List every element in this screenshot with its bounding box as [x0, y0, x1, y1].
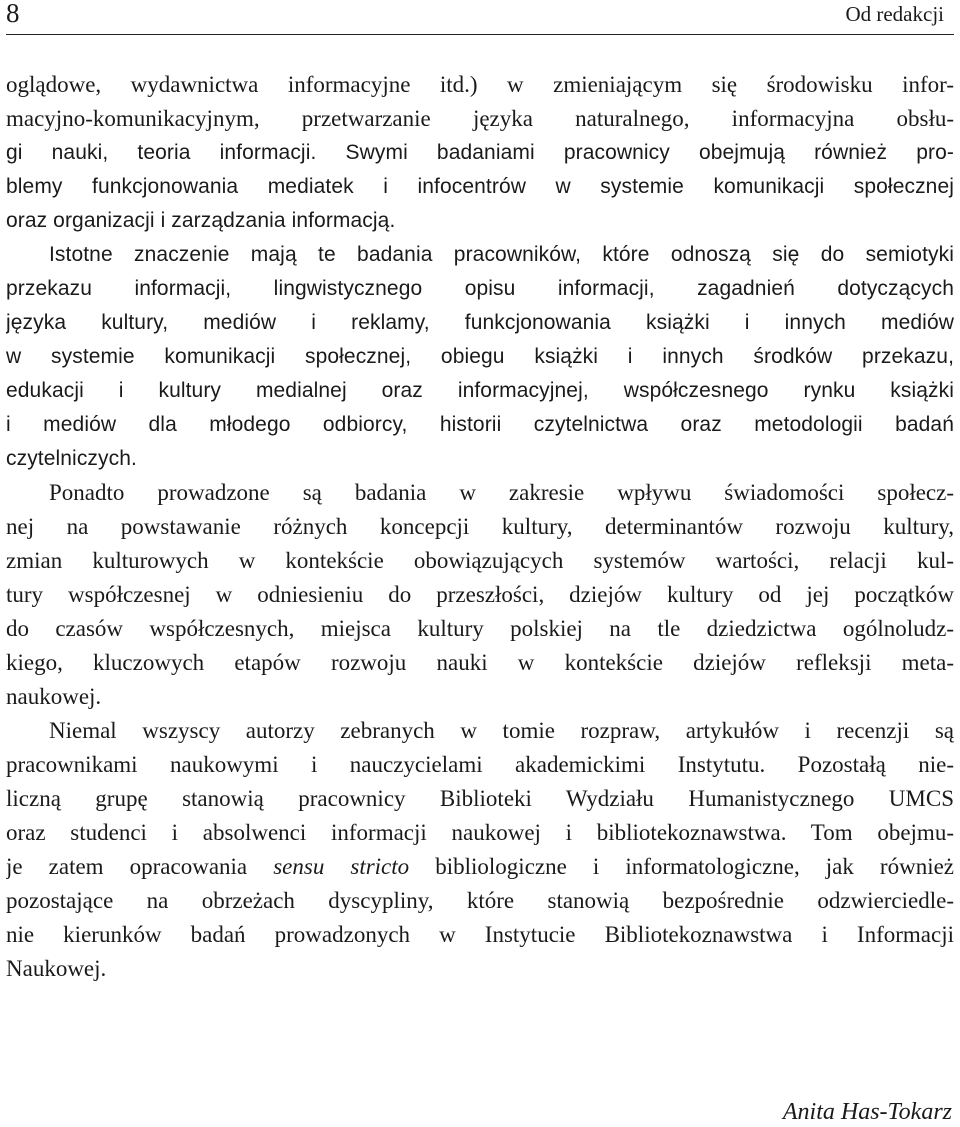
page-number: 8 — [6, 0, 20, 28]
page-header — [6, 0, 954, 35]
author-signature: Anita Has-Tokarz — [782, 1099, 952, 1125]
text-line: naukowej. — [6, 684, 102, 709]
text-line: Niemal wszyscy autorzy zebranych w tomie rozpraw, artykułów i recenzji są — [49, 718, 954, 743]
text-line: macyjno-komunikacyjnym, przetwarzanie języka naturalnego, informacyjna obsłu- — [6, 106, 954, 131]
text-line: tury współczesnej w odniesieniu do przeszłości, dziejów kultury od jej początków — [6, 582, 954, 607]
text-line: Istotne znaczenie mają te badania pracowników, które odnoszą się do semiotyki — [49, 243, 954, 266]
text-line: Naukowej. — [6, 956, 107, 981]
text-line: nie kierunków badań prowadzonych w Instytucie Bibliotekoznawstwa i Informacji — [6, 922, 954, 947]
text-line: gi nauki, teoria informacji. Swymi badaniami pracownicy obejmują również pro- — [6, 141, 954, 164]
text-line: i mediów dla młodego odbiorcy, historii czytelnictwa oraz metodologii badań — [6, 413, 954, 436]
text-line: nej na powstawanie różnych koncepcji kultury, determinantów rozwoju kultury, — [6, 514, 954, 539]
italic-phrase: sensu stricto — [273, 854, 410, 879]
text-line: edukacji i kultury medialnej oraz informacyjnej, współczesnego rynku książki — [6, 379, 954, 402]
text-line: czytelniczych. — [6, 447, 137, 470]
text-line: Ponadto prowadzone są badania w zakresie wpływu świadomości społecz- — [49, 480, 954, 505]
text-fragment: bibliologiczne i informatologiczne, jak również — [409, 854, 954, 879]
body-text — [6, 68, 954, 986]
text-fragment: je zatem opracowania — [6, 854, 274, 879]
running-head: Od redakcji — [845, 2, 944, 26]
text-line: pracownikami naukowymi i nauczycielami akademickimi Instytutu. Pozostałą nie- — [6, 752, 954, 777]
text-line: oraz studenci i absolwenci informacji naukowej i bibliotekoznawstwa. Tom obejmu- — [6, 820, 954, 845]
text-line-with-italic — [6, 850, 954, 884]
text-line: blemy funkcjonowania mediatek i infocentrów w systemie komunikacji społecznej — [6, 175, 954, 198]
text-line: do czasów współczesnych, miejsca kultury polskiej na tle dziedzictwa ogólnoludz- — [6, 616, 954, 641]
text-line: przekazu informacji, lingwistycznego opisu informacji, zagadnień dotyczących — [6, 277, 954, 300]
text-line: pozostające na obrzeżach dyscypliny, które stanowią bezpośrednie odzwierciedle- — [6, 888, 954, 913]
text-line: zmian kulturowych w kontekście obowiązujących systemów wartości, relacji kul- — [6, 548, 954, 573]
text-line: liczną grupę stanowią pracownicy Biblioteki Wydziału Humanistycznego UMCS — [6, 786, 954, 811]
text-line: kiego, kluczowych etapów rozwoju nauki w kontekście dziejów refleksji meta- — [6, 650, 954, 675]
text-line: w systemie komunikacji społecznej, obiegu książki i innych środków przekazu, — [6, 345, 954, 368]
text-line: języka kultury, mediów i reklamy, funkcjonowania książki i innych mediów — [6, 311, 954, 334]
text-line: oglądowe, wydawnictwa informacyjne itd.) w zmieniającym się środowisku infor- — [6, 72, 954, 97]
text-line: oraz organizacji i zarządzania informacją. — [6, 209, 396, 232]
